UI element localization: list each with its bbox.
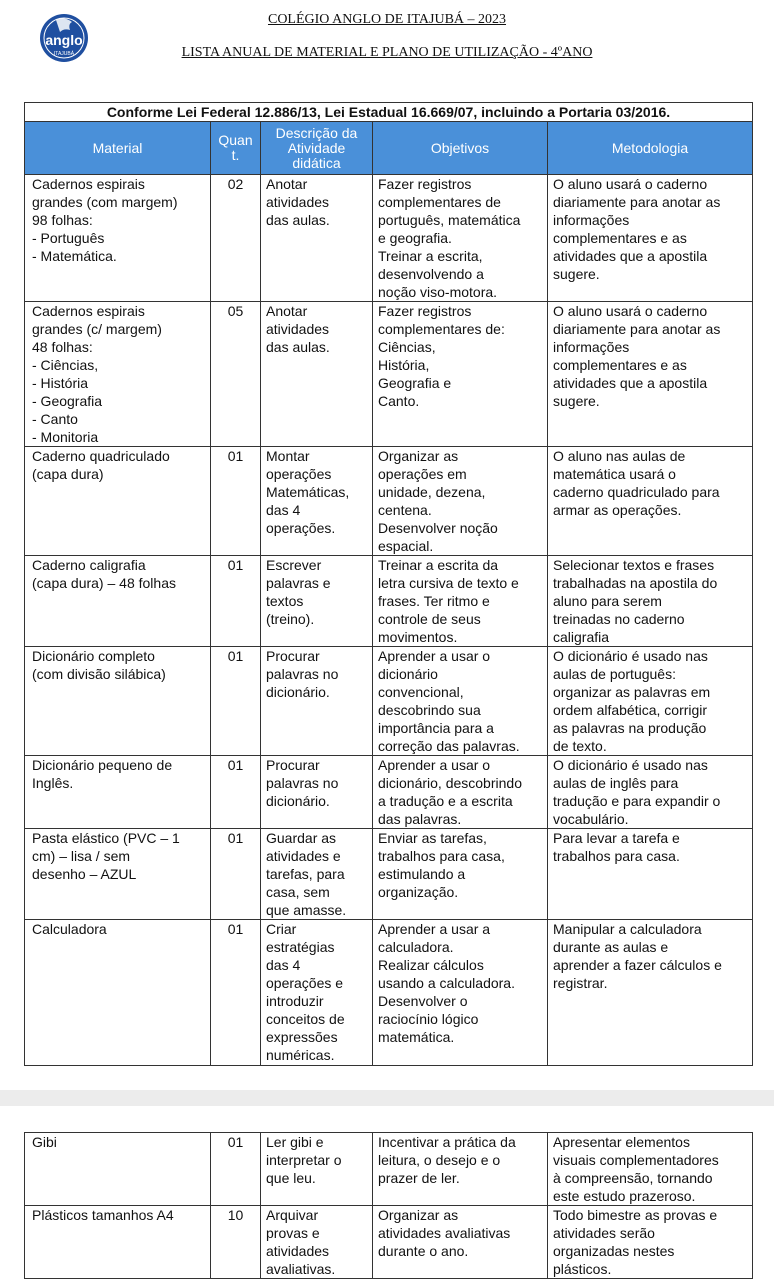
material-cell: Dicionário completo (com divisão silábica) [25,647,211,756]
objectives-cell: Aprender a usar o dicionário convencional, descobrindo sua importância para a correção das palavras. [373,647,548,756]
description-cell: Anotar atividades das aulas. [261,175,373,302]
table-row [25,920,753,1066]
methodology-cell: Selecionar textos e frases trabalhadas na apostila do aluno para serem treinadas no caderno caligrafia [548,556,753,647]
quantity-cell: 01 [211,756,261,829]
table-row [25,302,753,447]
methodology-cell: Apresentar elementos visuais complementadores à compreensão, tornando este estudo prazeroso. [548,1133,753,1206]
description-cell: Ler gibi e interpretar o que leu. [261,1133,373,1206]
material-cell: Plásticos tamanhos A4 [25,1206,211,1279]
quantity-cell: 01 [211,920,261,1066]
material-cell: Calculadora [25,920,211,1066]
column-header-row [25,122,753,175]
logo-subtext: ITAJUBÁ [53,51,75,57]
methodology-cell: Para levar a tarefa e trabalhos para casa. [548,829,753,920]
school-title: COLÉGIO ANGLO DE ITAJUBÁ – 2023 [267,12,507,27]
material-cell: Gibi [25,1133,211,1206]
table-row [25,447,753,556]
quantity-cell: 01 [211,447,261,556]
objectives-cell: Fazer registros complementares de: Ciências, História, Geografia e Canto. [373,302,548,447]
logo-text: anglo [45,32,83,48]
description-cell: Procurar palavras no dicionário. [261,756,373,829]
methodology-cell: Manipular a calculadora durante as aulas e aprender a fazer cálculos e registrar. [548,920,753,1066]
methodology-cell: O aluno usará o caderno diariamente para anotar as informações complementares e as atividades que a apostila sugere. [548,175,753,302]
material-cell: Caderno quadriculado (capa dura) [25,447,211,556]
quantity-cell: 05 [211,302,261,447]
column-header: Material [25,122,211,175]
table-row [25,1133,753,1206]
objectives-cell: Aprender a usar o dicionário, descobrindo a tradução e a escrita das palavras. [373,756,548,829]
table-row [25,647,753,756]
objectives-cell: Incentivar a prática da leitura, o desejo e o prazer de ler. [373,1133,548,1206]
column-header: Quan t. [211,122,261,175]
table-row [25,1206,753,1279]
material-table-continued [24,1132,753,1279]
objectives-cell: Enviar as tarefas, trabalhos para casa, estimulando a organização. [373,829,548,920]
law-note-row [25,103,753,122]
objectives-cell: Organizar as operações em unidade, dezena, centena. Desenvolver noção espacial. [373,447,548,556]
quantity-cell: 01 [211,829,261,920]
objectives-cell: Organizar as atividades avaliativas durante o ano. [373,1206,548,1279]
table-row [25,756,753,829]
description-cell: Arquivar provas e atividades avaliativas. [261,1206,373,1279]
description-cell: Montar operações Matemáticas, das 4 operações. [261,447,373,556]
description-cell: Anotar atividades das aulas. [261,302,373,447]
description-cell: Criar estratégias das 4 operações e introduzir conceitos de expressões numéricas. [261,920,373,1066]
quantity-cell: 01 [211,1133,261,1206]
column-header: Descrição da Atividade didática [261,122,373,175]
table-row [25,829,753,920]
methodology-cell: O dicionário é usado nas aulas de português: organizar as palavras em ordem alfabética, corrigir as palavras na produção de texto. [548,647,753,756]
material-cell: Dicionário pequeno de Inglês. [25,756,211,829]
column-header: Objetivos [373,122,548,175]
quantity-cell: 01 [211,647,261,756]
material-table [24,102,753,1066]
table-row [25,556,753,647]
table-row [25,175,753,302]
document-subtitle: LISTA ANUAL DE MATERIAL E PLANO DE UTILIZAÇÃO - 4ºANO [181,45,593,60]
quantity-cell: 01 [211,556,261,647]
law-note: Conforme Lei Federal 12.886/13, Lei Estadual 16.669/07, incluindo a Portaria 03/2016. [25,103,753,122]
material-cell: Cadernos espirais grandes (com margem) 98 folhas: - Português - Matemática. [25,175,211,302]
material-cell: Caderno caligrafia (capa dura) – 48 folhas [25,556,211,647]
quantity-cell: 02 [211,175,261,302]
material-cell: Pasta elástico (PVC – 1 cm) – lisa / sem desenho – AZUL [25,829,211,920]
methodology-cell: O aluno nas aulas de matemática usará o caderno quadriculado para armar as operações. [548,447,753,556]
objectives-cell: Fazer registros complementares de português, matemática e geografia. Treinar a escrita, desenvolvendo a noção viso-motora. [373,175,548,302]
material-cell: Cadernos espirais grandes (c/ margem) 48 folhas: - Ciências, - História - Geografia - Canto - Monitoria [25,302,211,447]
column-header: Metodologia [548,122,753,175]
objectives-cell: Treinar a escrita da letra cursiva de texto e frases. Ter ritmo e controle de seus movimentos. [373,556,548,647]
description-cell: Escrever palavras e textos (treino). [261,556,373,647]
objectives-cell: Aprender a usar a calculadora. Realizar cálculos usando a calculadora. Desenvolver o raciocínio lógico matemática. [373,920,548,1066]
methodology-cell: Todo bimestre as provas e atividades serão organizadas nestes plásticos. [548,1206,753,1279]
description-cell: Guardar as atividades e tarefas, para casa, sem que amasse. [261,829,373,920]
page-2 [0,1106,774,1280]
quantity-cell: 10 [211,1206,261,1279]
methodology-cell: O dicionário é usado nas aulas de inglês para tradução e para expandir o vocabulário. [548,756,753,829]
description-cell: Procurar palavras no dicionário. [261,647,373,756]
methodology-cell: O aluno usará o caderno diariamente para anotar as informações complementares e as atividades que a apostila sugere. [548,302,753,447]
